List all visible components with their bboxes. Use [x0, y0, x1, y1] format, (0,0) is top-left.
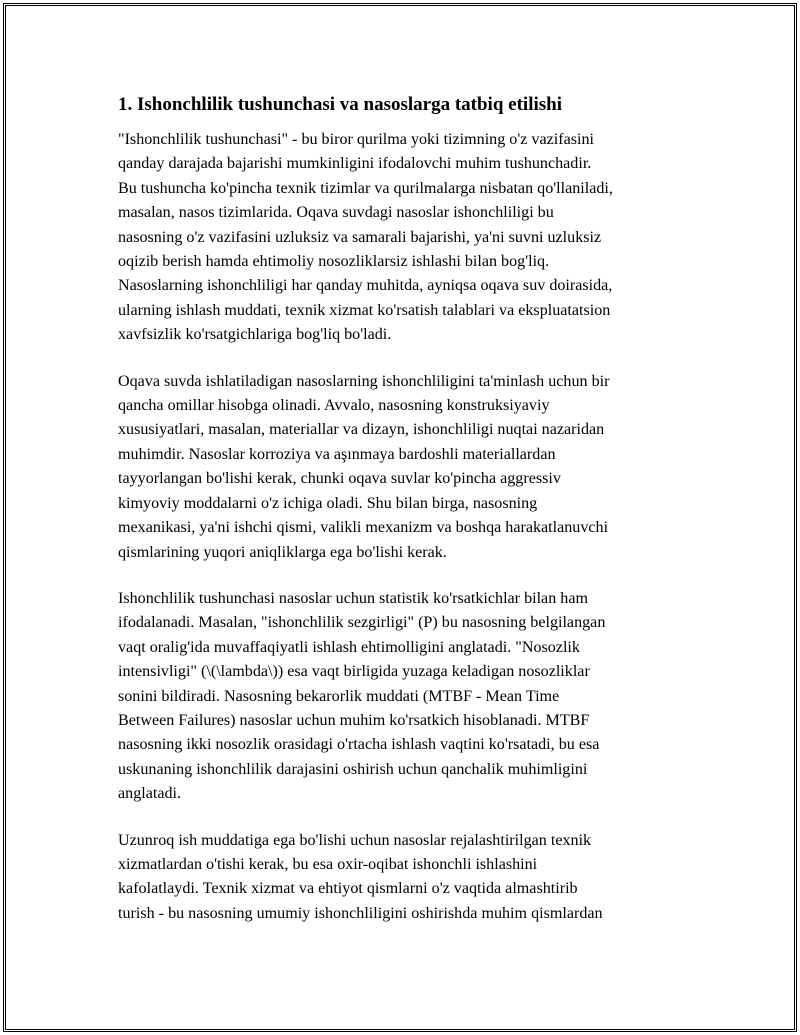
- paragraph-1: [118, 128, 690, 348]
- text-line: qancha omillar hisobga olinadi. Avvalo, nasosning konstruksiyaviy: [118, 397, 550, 415]
- text-line: muhimdir. Nasoslar korroziya va aşınmaya bardoshli materiallardan: [118, 445, 556, 463]
- text-line: ularning ishlash muddati, texnik xizmat ko'rsatish talablari va ekspluatatsion: [118, 301, 611, 319]
- section-heading: 1. Ishonchlilik tushunchasi va nasoslarga tatbiq etilishi: [118, 94, 562, 115]
- text-line: tayyorlangan bo'lishi kerak, chunki oqava suvlar ko'pincha aggressiv: [118, 470, 561, 488]
- text-line: qismlarining yuqori aniqliklarga ega bo'lishi kerak.: [118, 543, 447, 561]
- text-line: oqizib berish hamda ehtimoliy nosozliklarsiz ishlashi bilan bog'liq.: [118, 253, 550, 271]
- text-line: xususiyatlari, masalan, materiallar va dizayn, ishonchliligi nuqtai nazaridan: [118, 421, 605, 439]
- text-line: Oqava suvda ishlatiladigan nasoslarning ishonchliligini ta'minlash uchun bir: [118, 372, 610, 390]
- paragraph-3: [118, 587, 690, 807]
- text-line: xizmatlardan o'tishi kerak, bu esa oxir-oqibat ishonchli ishlashini: [118, 855, 538, 873]
- text-line: ifodalanadi. Masalan, "ishonchlilik sezgirligi" (P) bu nasosning belgilangan: [118, 614, 606, 632]
- text-line: uskunaning ishonchlilik darajasini oshirish uchun qanchalik muhimligini: [118, 760, 588, 778]
- text-line: Bu tushuncha ko'pincha texnik tizimlar va qurilmalarga nisbatan qo'llaniladi,: [118, 179, 613, 197]
- text-line: nasosning ikki nosozlik orasidagi o'rtacha ishlash vaqtini ko'rsatadi, bu esa: [118, 736, 600, 754]
- paragraph-4: [118, 829, 690, 927]
- text-line: vaqt oralig'ida muvaffaqiyatli ishlash ehtimolligini anglatadi. "Nosozlik: [118, 638, 580, 656]
- text-line: turish - bu nasosning umumiy ishonchliligini oshirishda muhim qismlardan: [118, 904, 603, 922]
- text-line: qanday darajada bajarishi mumkinligini ifodalovchi muhim tushunchadir.: [118, 155, 592, 173]
- text-line: nasosning o'z vazifasini uzluksiz va samarali bajarishi, ya'ni suvni uzluksiz: [118, 228, 602, 246]
- text-line: Ishonchlilik tushunchasi nasoslar uchun statistik ko'rsatkichlar bilan ham: [118, 589, 588, 607]
- paragraph-2: [118, 370, 690, 565]
- text-line: masalan, nasos tizimlarida. Oqava suvdagi nasoslar ishonchliligi bu: [118, 204, 554, 222]
- text-line: Uzunroq ish muddatiga ega bo'lishi uchun nasoslar rejalashtirilgan texnik: [118, 831, 592, 849]
- text-line: sonini bildiradi. Nasosning bekarorlik muddati (MTBF - Mean Time: [118, 687, 560, 705]
- text-line: xavfsizlik ko'rsatgichlariga bog'liq bo'ladi.: [118, 326, 392, 344]
- text-line: kafolatlaydi. Texnik xizmat va ehtiyot qismlarni o'z vaqtida almashtirib: [118, 880, 578, 898]
- text-line: anglatadi.: [118, 785, 182, 803]
- text-line: Nasoslarning ishonchliligi har qanday muhitda, ayniqsa oqava suv doirasida,: [118, 277, 613, 295]
- text-line: "Ishonchlilik tushunchasi" - bu biror qurilma yoki tizimning o'z vazifasini: [118, 131, 594, 148]
- text-line: mexanikasi, ya'ni ishchi qismi, valikli mexanizm va boshqa harakatlanuvchi: [118, 519, 609, 537]
- document-body: [118, 92, 690, 948]
- text-line: Between Failures) nasoslar uchun muhim ko'rsatkich hisoblanadi. MTBF: [118, 711, 590, 729]
- text-line: intensivligi" (\(\lambda\)) esa vaqt birligida yuzaga keladigan nosozliklar: [118, 663, 590, 681]
- text-line: kimyoviy moddalarni o'z ichiga oladi. Shu bilan birga, nasosning: [118, 494, 538, 512]
